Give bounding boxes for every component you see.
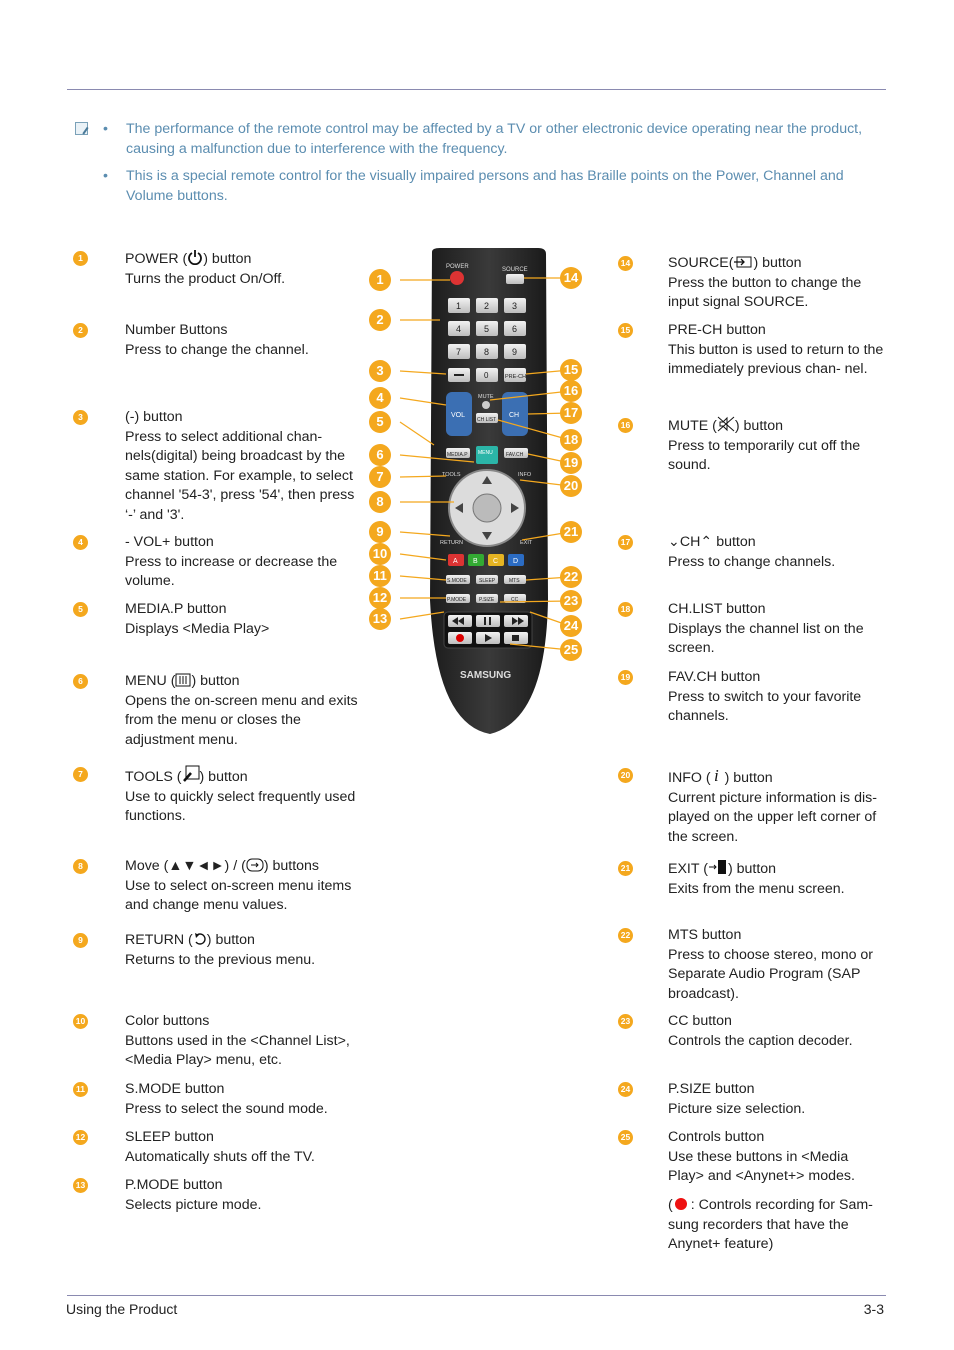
item-text [668, 926, 886, 1004]
item-title [668, 926, 886, 946]
item-title-text: MUTE ( [668, 418, 717, 434]
enter-icon [246, 858, 264, 872]
remote-vol-label: VOL [451, 412, 466, 419]
item-description: Use to select on-screen menu items and change menu values. [125, 877, 352, 913]
item-title [125, 1080, 360, 1100]
pause-icon [484, 617, 486, 625]
item-title-text: SLEEP button [125, 1129, 214, 1145]
remote-callout: 18 [560, 429, 582, 451]
item-title-suffix: ) button [191, 673, 240, 689]
remote-callout: 14 [560, 267, 582, 289]
remote-callout: 11 [369, 565, 391, 587]
item-title [668, 533, 886, 553]
stop-icon [512, 635, 519, 641]
remote-callout: 24 [560, 615, 582, 637]
return-icon [193, 932, 207, 946]
item-title-text: MEDIA.P button [125, 601, 227, 617]
remote-psize-label: P.SIZE [479, 597, 495, 603]
item-description: Press to choose stereo, mono or Separate Audio Program (SAP broadcast). [668, 946, 874, 1002]
info-icon [711, 766, 725, 784]
remote-callout: 20 [560, 475, 582, 497]
remote-callout: 6 [369, 444, 391, 466]
pause-icon [489, 617, 491, 625]
record-note [668, 1196, 886, 1255]
item-title [125, 1012, 360, 1032]
remote-favch-label: FAV.CH [506, 452, 524, 458]
power-icon [187, 249, 203, 265]
item-title [125, 408, 360, 428]
item-text [668, 533, 886, 572]
remote-callout: 5 [369, 411, 391, 433]
item-description: Press to change channels. [668, 553, 836, 570]
exit-icon [708, 859, 728, 875]
remote-callout: 9 [369, 521, 391, 543]
item-title-text: P.SIZE button [668, 1081, 755, 1097]
record-icon [675, 1198, 687, 1210]
remote-mute-label: MUTE [478, 394, 494, 400]
item-title-suffix: ) button [753, 255, 802, 271]
item-title-text: ⌄CH⌃ button [668, 534, 756, 550]
remote-callout: 2 [369, 309, 391, 331]
item-text [668, 254, 886, 313]
item-text [668, 321, 886, 380]
remote-callout: 8 [369, 491, 391, 513]
remote-pause-button[interactable] [476, 615, 500, 627]
remote-callout: 17 [560, 402, 582, 424]
note-list [103, 120, 883, 214]
remote-enter-button[interactable] [473, 494, 501, 522]
item-text [668, 600, 886, 659]
remote-color-b-label: B [473, 558, 478, 565]
item-description: Turns the product On/Off. [125, 270, 286, 287]
item-title-text: Controls button [668, 1129, 765, 1145]
remote-digit-label: 3 [512, 301, 518, 311]
remote-mediap-label: MEDIA.P [447, 452, 468, 458]
item-title [668, 416, 886, 437]
item-description: Press to select additional chan- nels(digital) being broadcast by the same station. For example, to select channel '54-3', press '54', then press ‘-’ and '3'. [125, 428, 355, 523]
item-description: Opens the on-screen menu and exits from the menu or closes the adjustment menu. [125, 692, 358, 748]
item-text [125, 408, 360, 525]
item-description: Current picture information is dis- played on the upper left corner of the screen. [668, 789, 877, 845]
record-note-open: ( [668, 1197, 673, 1213]
item-description: Press to switch to your favorite channels. [668, 688, 862, 724]
item-text [668, 766, 886, 847]
dash-icon [454, 374, 464, 376]
item-description: Selects picture mode. [125, 1196, 262, 1213]
remote-mts-label: MTS [509, 578, 520, 584]
item-title [668, 321, 886, 341]
item-title-text: - VOL+ button [125, 534, 214, 550]
remote-source-label: SOURCE [502, 267, 528, 273]
remote-callout: 19 [560, 452, 582, 474]
item-description: Displays <Media Play> [125, 620, 270, 637]
item-number-badge: 3 [73, 410, 88, 425]
item-text [668, 1080, 886, 1119]
item-number-badge: 19 [618, 670, 633, 685]
remote-source-button[interactable] [506, 274, 524, 284]
item-title-text: (-) button [125, 409, 183, 425]
footer-rule [67, 1295, 886, 1296]
item-description: Buttons used in the <Channel List>, <Media Play> menu, etc. [125, 1032, 350, 1068]
note-item: • The performance of the remote control may be affected by a TV or other electronic device operating near the product, causing a malfunction due to interference with the frequency. [103, 120, 883, 159]
mute-icon [717, 416, 735, 432]
item-title-suffix: ) button [734, 418, 783, 434]
remote-power-button[interactable] [450, 271, 464, 285]
item-description: Displays the channel list on the screen. [668, 620, 864, 656]
item-description: Exits from the menu screen. [668, 880, 845, 897]
menu-icon [175, 673, 191, 687]
item-text [125, 1012, 360, 1071]
item-title-suffix: ) button [206, 932, 255, 948]
item-description: Press the button to change the input signal SOURCE. [668, 274, 862, 310]
item-title [125, 1176, 360, 1196]
item-description: Automatically shuts off the TV. [125, 1148, 315, 1165]
remote-chlist-label: CH LIST [477, 417, 497, 423]
svg-text:i: i [713, 766, 719, 784]
item-number-badge: 13 [73, 1178, 88, 1193]
item-number-badge: 23 [618, 1014, 633, 1029]
remote-color-d-label: D [513, 558, 519, 565]
item-description: Press to change the channel. [125, 341, 309, 358]
item-number-badge: 9 [73, 933, 88, 948]
item-text [125, 765, 360, 827]
item-title [668, 859, 886, 880]
remote-power-label: POWER [446, 264, 469, 270]
remote-sleep-label: SLEEP [479, 578, 496, 584]
footer-section-title: Using the Product [66, 1301, 178, 1317]
remote-callout: 22 [560, 566, 582, 588]
item-title [668, 600, 886, 620]
item-text [668, 1128, 886, 1187]
remote-exit-label: EXIT [520, 540, 533, 546]
footer-page-number: 3-3 [863, 1301, 884, 1317]
item-title-text: CC button [668, 1013, 732, 1029]
remote-zero-label: 0 [484, 371, 489, 380]
remote-ch-label: CH [509, 412, 520, 419]
item-title-text: Move (▲▼◄►) / ( [125, 858, 246, 874]
item-description: This button is used to return to the immediately previous chan- nel. [668, 341, 884, 377]
item-title-text: CH.LIST button [668, 601, 766, 617]
item-text [668, 1012, 886, 1051]
item-description: Controls the caption decoder. [668, 1032, 853, 1049]
remote-digit-label: 5 [484, 324, 490, 334]
remote-tools-label: TOOLS [442, 472, 461, 478]
remote-callout: 10 [369, 543, 391, 565]
item-title [125, 249, 360, 270]
item-title [125, 533, 360, 553]
tools-icon [182, 765, 200, 783]
remote-digit-label: 6 [512, 324, 518, 334]
item-title-text: P.MODE button [125, 1177, 223, 1193]
item-title [125, 1128, 360, 1148]
remote-callout: 1 [369, 269, 391, 291]
remote-menu-label: MENU [478, 450, 493, 456]
item-title [668, 254, 886, 274]
item-title-text: Number Buttons [125, 322, 228, 338]
item-number-badge: 17 [618, 535, 633, 550]
item-title-text: MENU ( [125, 673, 176, 689]
item-number-badge: 11 [73, 1082, 88, 1097]
item-text [668, 859, 886, 899]
item-text [125, 533, 360, 592]
item-number-badge: 21 [618, 861, 633, 876]
item-number-badge: 10 [73, 1014, 88, 1029]
remote-smode-label: S.MODE [447, 578, 467, 584]
item-title [125, 765, 360, 788]
remote-callout: 25 [560, 639, 582, 661]
item-number-badge: 7 [73, 767, 88, 782]
item-number-badge: 16 [618, 418, 633, 433]
remote-return-label: RETURN [440, 540, 463, 546]
item-title [668, 668, 886, 688]
item-description: Press to temporarily cut off the sound. [668, 437, 861, 473]
item-number-badge: 2 [73, 323, 88, 338]
item-number-badge: 22 [618, 928, 633, 943]
remote-callout: 15 [560, 359, 582, 381]
item-number-badge: 24 [618, 1082, 633, 1097]
item-number-badge: 4 [73, 535, 88, 550]
item-number-badge: 8 [73, 859, 88, 874]
item-title-text: Color buttons [125, 1013, 210, 1029]
remote-color-a-label: A [453, 558, 458, 565]
item-title-text: FAV.CH button [668, 669, 761, 685]
item-title [668, 1012, 886, 1032]
item-description: Use to quickly select frequently used functions. [125, 788, 356, 824]
remote-prech-label: PRE-CH [505, 374, 527, 380]
remote-digit-label: 1 [456, 301, 462, 311]
remote-callout: 21 [560, 521, 582, 543]
item-description: Use these buttons in <Media Play> and <Anynet+> modes. [668, 1148, 855, 1184]
item-title [668, 766, 886, 789]
item-title-suffix: ) button [724, 770, 773, 786]
item-title [125, 931, 360, 951]
item-title-text: INFO ( [668, 770, 711, 786]
item-number-badge: 20 [618, 768, 633, 783]
remote-digit-label: 9 [512, 347, 518, 357]
item-text [125, 672, 360, 750]
item-title-text: POWER ( [125, 251, 188, 267]
item-text [668, 416, 886, 476]
item-number-badge: 15 [618, 323, 633, 338]
item-title-text: TOOLS ( [125, 769, 182, 785]
remote-digit-label: 2 [484, 301, 490, 311]
remote-info-label: INFO [518, 472, 532, 478]
remote-digit-label: 7 [456, 347, 462, 357]
remote-mute-button[interactable] [482, 401, 490, 409]
item-title-text: EXIT ( [668, 861, 708, 877]
remote-digit-label: 4 [456, 324, 462, 334]
item-number-badge: 5 [73, 602, 88, 617]
remote-color-c-label: C [493, 558, 499, 565]
item-title [668, 1080, 886, 1100]
item-text [125, 931, 360, 970]
item-description: Picture size selection. [668, 1100, 806, 1117]
item-title-suffix: ) button [203, 251, 252, 267]
item-title-text: PRE-CH button [668, 322, 766, 338]
item-title-text: S.MODE button [125, 1081, 225, 1097]
item-text [125, 1176, 360, 1215]
remote-callout: 4 [369, 387, 391, 409]
header-rule [67, 89, 886, 90]
item-title [125, 672, 360, 692]
item-title [125, 600, 360, 620]
record-icon [456, 634, 464, 642]
remote-pmode-label: P.MODE [447, 597, 467, 603]
item-title [125, 857, 360, 877]
item-description: Returns to the previous menu. [125, 951, 316, 968]
note-item: • This is a special remote control for the visually impaired persons and has Braille points on the Power, Channel and Volume buttons. [103, 167, 883, 206]
item-title [668, 1128, 886, 1148]
remote-callout: 3 [369, 360, 391, 382]
item-text [125, 321, 360, 360]
item-text [125, 249, 360, 289]
item-title-text: SOURCE( [668, 255, 734, 271]
record-note-text: : Controls recording for Sam- sung recorders that have the Anynet+ feature) [668, 1197, 873, 1252]
item-number-badge: 12 [73, 1130, 88, 1145]
item-text [125, 1128, 360, 1167]
note-icon [75, 122, 88, 135]
remote-illustration [370, 240, 610, 740]
item-title-suffix: ) button [199, 769, 248, 785]
item-title-text: RETURN ( [125, 932, 193, 948]
remote-number-pad [448, 298, 526, 359]
item-title-suffix: ) button [727, 861, 777, 877]
item-text [125, 857, 360, 916]
remote-callout: 7 [369, 466, 391, 488]
remote-digit-label: 8 [484, 347, 490, 357]
item-number-badge: 14 [618, 256, 633, 271]
item-description: Press to increase or decrease the volume. [125, 553, 338, 589]
source-icon [733, 255, 753, 269]
item-text [125, 600, 360, 639]
item-text [668, 668, 886, 727]
item-title-suffix: ) buttons [263, 858, 320, 874]
remote-callout: 12 [369, 587, 391, 609]
item-title-text: MTS button [668, 927, 742, 943]
remote-brand-logo: SAMSUNG [460, 670, 512, 681]
remote-callout: 23 [560, 590, 582, 612]
item-description: Press to select the sound mode. [125, 1100, 328, 1117]
remote-callout: 16 [560, 380, 582, 402]
item-number-badge: 25 [618, 1130, 633, 1145]
item-number-badge: 18 [618, 602, 633, 617]
item-text [125, 1080, 360, 1119]
item-number-badge: 6 [73, 674, 88, 689]
item-title [125, 321, 360, 341]
remote-callout: 13 [369, 608, 391, 630]
remote-cc-label: CC [511, 597, 519, 603]
item-number-badge: 1 [73, 251, 88, 266]
